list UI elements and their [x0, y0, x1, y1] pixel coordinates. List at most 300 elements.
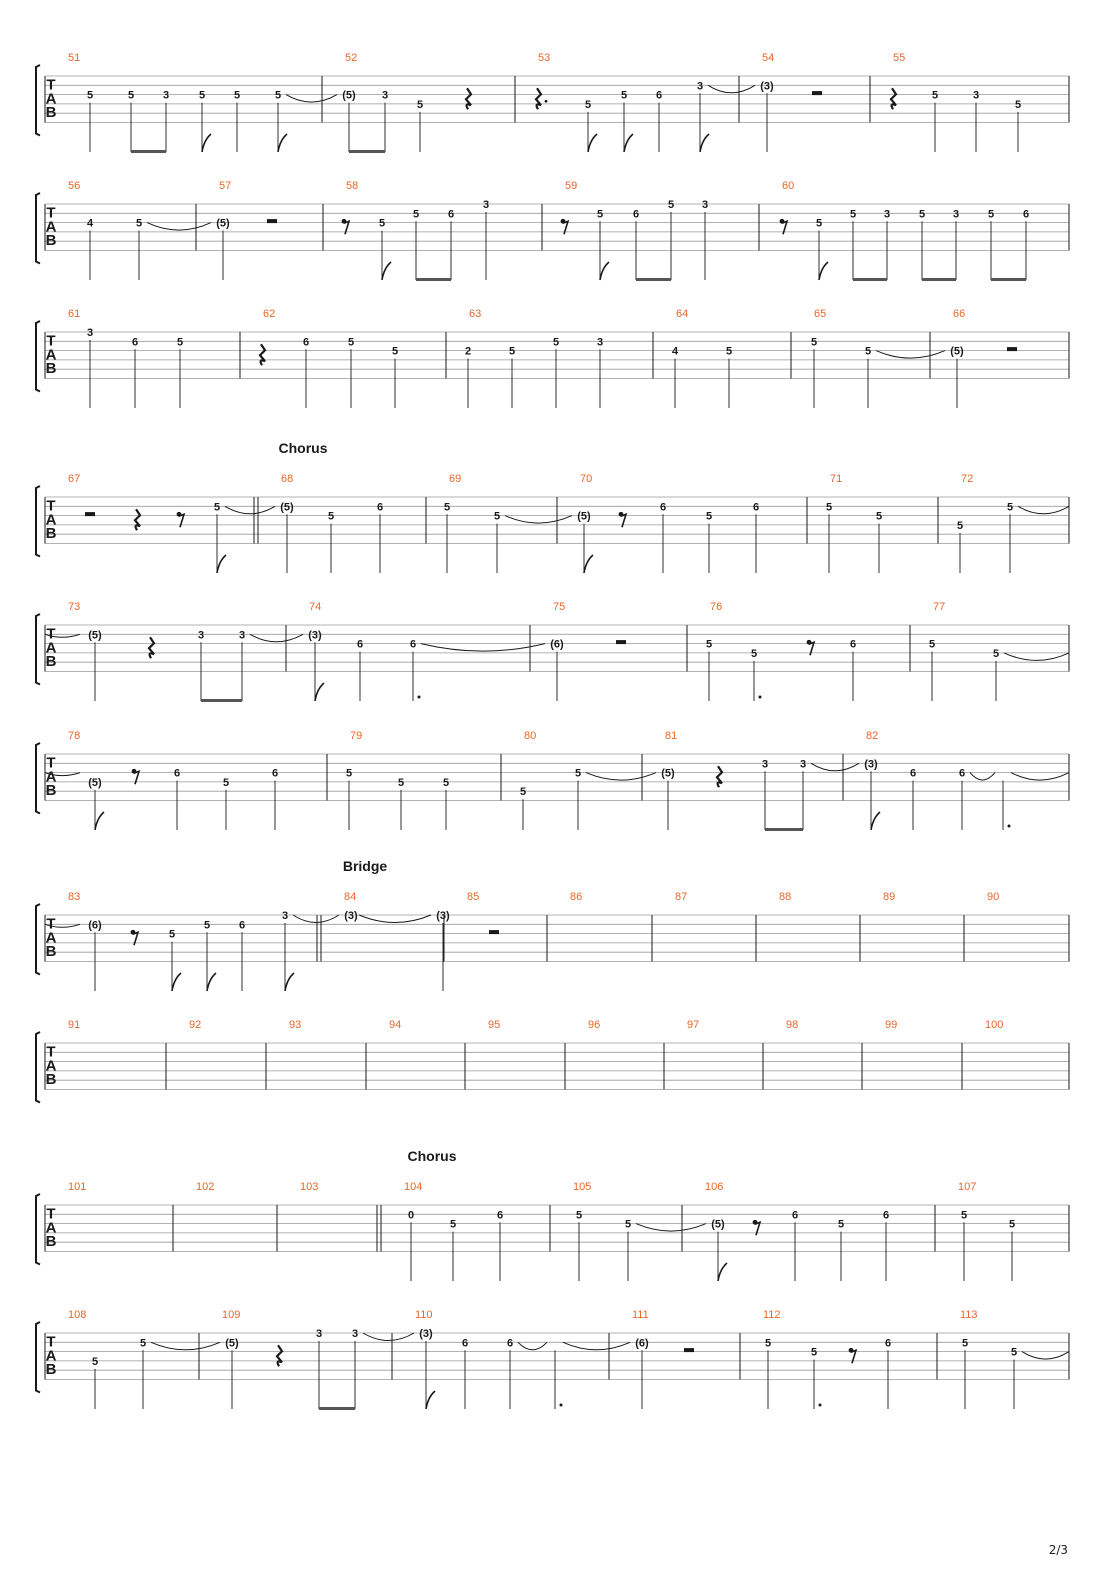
measure — [222, 1309, 414, 1410]
fret-number: (5) — [225, 1337, 239, 1350]
fret-number: 5 — [825, 501, 833, 514]
fret-number: 5 — [327, 510, 335, 523]
staff-system — [36, 1148, 1069, 1281]
fret-number: 3 — [701, 199, 709, 211]
measure-number: 73 — [68, 601, 81, 613]
measure — [985, 1019, 1003, 1031]
measure-number: 93 — [289, 1019, 302, 1031]
measure — [960, 1309, 1069, 1409]
fret-number: (3) — [344, 910, 358, 922]
half-rest — [1007, 347, 1017, 351]
fret-number: 6 — [909, 767, 917, 780]
measure — [763, 1309, 891, 1409]
eighth-flag — [217, 555, 226, 573]
measure — [520, 730, 656, 830]
tie-arc — [359, 915, 431, 923]
fret-number: 5 — [552, 336, 560, 349]
fret-number: 6 — [791, 1209, 799, 1222]
measure-number: 83 — [68, 891, 81, 903]
measure-number: 104 — [404, 1181, 423, 1193]
staff-system — [36, 1019, 1069, 1103]
measure-number: 96 — [588, 1019, 601, 1031]
fret-number: 5 — [918, 208, 926, 221]
tab-clef-letter: T — [46, 332, 56, 350]
measure — [308, 601, 545, 701]
quarter-rest — [260, 344, 265, 365]
tab-clef-letter: A — [45, 346, 57, 364]
measure — [415, 1309, 630, 1409]
measure-number: 69 — [449, 473, 462, 485]
measure-number: 94 — [389, 1019, 402, 1031]
measure-number: 87 — [675, 891, 688, 903]
fret-number: 5 — [849, 208, 857, 221]
tie-arc — [286, 95, 337, 103]
fret-number: 6 — [131, 336, 139, 349]
eighth-flag — [426, 1391, 435, 1409]
tab-clef-letter: B — [45, 943, 57, 961]
fret-number: 5 — [596, 208, 604, 221]
measure — [577, 473, 759, 573]
measure — [561, 180, 708, 281]
tab-clef-letter: A — [45, 929, 57, 947]
measure-number: 103 — [300, 1181, 319, 1193]
fret-number: (5) — [88, 776, 102, 789]
system-bracket — [36, 1322, 40, 1393]
fret-number: 6 — [752, 501, 760, 514]
measure-number: 100 — [985, 1019, 1004, 1031]
fret-number: 5 — [705, 510, 713, 523]
fret-number: 5 — [1014, 98, 1022, 111]
fret-number: 5 — [961, 1337, 969, 1350]
measure — [550, 601, 626, 701]
fret-number: 6 — [849, 638, 857, 651]
beam — [922, 278, 956, 281]
measure — [705, 1181, 889, 1281]
measure — [389, 1019, 401, 1031]
half-rest — [267, 219, 277, 223]
tie-arc — [563, 1342, 630, 1350]
fret-number: (5) — [711, 1218, 725, 1231]
fret-number: (3) — [419, 1328, 433, 1340]
fret-number: 5 — [127, 89, 135, 102]
beam — [636, 278, 671, 281]
fret-number: 3 — [972, 89, 980, 102]
staff-system — [36, 308, 1069, 408]
fret-number: 5 — [1010, 1346, 1018, 1359]
eighth-rest-stem — [563, 221, 568, 234]
half-rest — [489, 930, 499, 934]
measure — [342, 180, 489, 281]
fret-number: 5 — [91, 1355, 99, 1368]
dot — [819, 1404, 822, 1407]
eighth-flag — [172, 973, 181, 991]
dot — [759, 696, 762, 699]
beam — [853, 278, 887, 281]
measure-number: 54 — [762, 52, 775, 64]
measure-number: 85 — [467, 891, 480, 903]
fret-number: (3) — [436, 910, 450, 922]
fret-number: 3 — [761, 758, 769, 771]
fret-number: 6 — [173, 767, 181, 780]
measure — [68, 1181, 86, 1193]
tie-arc — [636, 1224, 706, 1232]
measure — [786, 1019, 798, 1031]
fret-number: 6 — [271, 767, 279, 780]
fret-number: 6 — [655, 89, 663, 102]
tab-clef-letter: B — [45, 104, 57, 122]
tab-clef-letter: A — [45, 90, 57, 108]
fret-number: (3) — [308, 629, 322, 642]
measure — [891, 52, 1021, 152]
measure-number: 77 — [933, 601, 946, 613]
measure-number: 51 — [68, 52, 81, 64]
fret-number: 2 — [464, 345, 472, 358]
fret-number: 6 — [447, 208, 455, 221]
fret-number: 6 — [882, 1209, 890, 1222]
quarter-rest — [135, 509, 140, 530]
measure-number: 108 — [68, 1309, 87, 1321]
measure-number: 66 — [953, 308, 966, 320]
fret-number: 4 — [671, 345, 679, 358]
fret-number: 6 — [409, 638, 417, 651]
measure-number: 78 — [68, 730, 81, 742]
measure-number: 113 — [960, 1309, 978, 1321]
tab-clef-letter: A — [45, 1219, 57, 1237]
fret-number: (3) — [864, 758, 878, 771]
staff-system — [36, 601, 1069, 702]
measure — [958, 1181, 1015, 1281]
measure-number: 102 — [196, 1181, 215, 1193]
fret-number: 5 — [620, 89, 628, 102]
tie-arc — [225, 506, 275, 514]
measure — [68, 473, 275, 573]
fret-number: 6 — [356, 638, 364, 651]
staff-system — [36, 858, 1069, 991]
measure-number: 75 — [553, 601, 566, 613]
section-label: Chorus — [407, 1148, 457, 1164]
tie-arc — [811, 763, 859, 771]
fret-number: 6 — [506, 1337, 514, 1350]
measure-number: 88 — [779, 891, 792, 903]
beam — [201, 699, 242, 702]
measure — [885, 1019, 897, 1031]
measure — [68, 601, 303, 702]
tie-arc — [363, 1333, 414, 1341]
eighth-flag — [624, 134, 633, 152]
fret-number: 5 — [397, 776, 405, 789]
tie-arc — [1018, 506, 1069, 514]
measure — [661, 730, 859, 831]
measure-number: 64 — [676, 308, 689, 320]
beam — [991, 278, 1026, 281]
measure — [404, 1181, 503, 1281]
fret-number: 5 — [667, 199, 675, 211]
measure — [811, 308, 945, 408]
measure-number: 97 — [687, 1019, 700, 1031]
beam — [349, 150, 385, 153]
eighth-flag — [95, 812, 104, 830]
fret-number: 5 — [931, 89, 939, 102]
measure — [588, 1019, 600, 1031]
fret-number: (5) — [342, 89, 356, 102]
fret-number: 5 — [725, 345, 733, 358]
fret-number: 6 — [461, 1337, 469, 1350]
quarter-rest — [717, 766, 722, 787]
tab-clef-letter: T — [46, 754, 56, 772]
tab-clef-letter: B — [45, 232, 57, 250]
tab-clef-letter: B — [45, 525, 57, 543]
measure-number: 56 — [68, 180, 81, 192]
fret-number: 5 — [203, 919, 211, 932]
tie-arc — [970, 773, 995, 781]
measure — [436, 891, 499, 991]
measure — [632, 1309, 694, 1409]
measure — [883, 891, 895, 903]
tie-arc — [147, 223, 211, 231]
fret-number: 6 — [659, 501, 667, 514]
fret-number: 6 — [496, 1209, 504, 1222]
tab-clef-letter: B — [45, 360, 57, 378]
tab-clef-letter: T — [46, 1205, 56, 1223]
measure — [68, 52, 337, 153]
fret-number: 5 — [233, 89, 241, 102]
fret-number: 5 — [86, 89, 94, 102]
eighth-flag — [871, 812, 880, 830]
fret-number: 5 — [875, 510, 883, 523]
tie-arc — [708, 85, 755, 93]
eighth-flag — [382, 262, 391, 280]
fret-number: 5 — [168, 928, 176, 941]
fret-number: 5 — [837, 1218, 845, 1231]
measure-number: 111 — [632, 1309, 649, 1321]
eighth-flag — [315, 683, 324, 701]
beam — [416, 278, 451, 281]
system-bracket — [36, 193, 40, 264]
measure — [675, 891, 687, 903]
half-rest — [85, 512, 95, 516]
measure-number: 80 — [524, 730, 537, 742]
measure-number: 55 — [893, 52, 906, 64]
eighth-flag — [819, 262, 828, 280]
measure — [344, 891, 431, 923]
tab-clef-letter: B — [45, 1071, 57, 1089]
fret-number: 3 — [381, 89, 389, 102]
measure — [760, 52, 822, 152]
measure-number: 98 — [786, 1019, 799, 1031]
measure-number: 91 — [68, 1019, 81, 1031]
fret-number: 5 — [764, 1337, 772, 1350]
measure-number: 62 — [263, 308, 276, 320]
measure-number: 68 — [281, 473, 294, 485]
fret-number: 6 — [958, 767, 966, 780]
dot — [418, 696, 421, 699]
measure-number: 99 — [885, 1019, 898, 1031]
measure-number: 105 — [573, 1181, 592, 1193]
fret-number: 6 — [1022, 208, 1030, 221]
fret-number: (6) — [635, 1337, 649, 1350]
dot — [560, 1404, 563, 1407]
fret-number: (3) — [760, 80, 774, 93]
tab-clef-letter: A — [45, 1057, 57, 1075]
eighth-flag — [588, 134, 597, 152]
fret-number: 5 — [519, 786, 527, 799]
measure-number: 59 — [565, 180, 578, 192]
fret-number: 5 — [928, 638, 936, 651]
measure-number: 89 — [883, 891, 896, 903]
tab-clef-letter: A — [45, 1347, 57, 1365]
tab-clef-letter: T — [46, 204, 56, 222]
measure-number: 101 — [68, 1181, 87, 1193]
fret-number: 3 — [883, 208, 891, 221]
system-bracket — [36, 65, 40, 136]
quarter-rest — [466, 88, 471, 109]
fret-number: 5 — [992, 647, 1000, 660]
section-label: Chorus — [278, 440, 328, 456]
tie-arc — [518, 1342, 547, 1350]
fret-number: 5 — [624, 1218, 632, 1231]
fret-number: 5 — [222, 776, 230, 789]
measure — [780, 180, 1029, 281]
measure — [189, 1019, 201, 1031]
eighth-flag — [700, 134, 709, 152]
fret-number: 5 — [274, 89, 282, 102]
measure — [779, 891, 791, 903]
measure-number: 84 — [344, 891, 357, 903]
measure — [536, 52, 755, 152]
fret-number: 5 — [416, 98, 424, 111]
measure — [280, 473, 383, 573]
system-bracket — [36, 614, 40, 685]
fret-number: 3 — [86, 327, 94, 339]
eighth-flag — [278, 134, 287, 152]
fret-number: 5 — [391, 345, 399, 358]
fret-number: 5 — [1006, 501, 1014, 514]
fret-number: 5 — [135, 217, 143, 230]
half-rest — [684, 1348, 694, 1352]
fret-number: 5 — [412, 208, 420, 221]
measure — [465, 308, 603, 408]
system-bracket — [36, 486, 40, 557]
fret-number: 3 — [482, 199, 490, 211]
dot — [1008, 825, 1011, 828]
fret-number: 5 — [1008, 1218, 1016, 1231]
measure-number: 110 — [415, 1309, 433, 1321]
measure — [672, 308, 732, 408]
measure — [289, 1019, 301, 1031]
tab-clef-letter: T — [46, 625, 56, 643]
fret-number: 3 — [238, 629, 246, 642]
measure-number: 71 — [830, 473, 843, 485]
fret-number: 3 — [696, 80, 704, 93]
fret-number: 5 — [575, 1209, 583, 1222]
fret-number: 5 — [442, 776, 450, 789]
fret-number: 3 — [596, 336, 604, 349]
measure-number: 63 — [469, 308, 482, 320]
measure-number: 92 — [189, 1019, 202, 1031]
eighth-flag — [285, 973, 294, 991]
fret-number: (5) — [661, 767, 675, 780]
measure-number: 76 — [710, 601, 723, 613]
tab-clef-letter: B — [45, 653, 57, 671]
eighth-flag — [207, 973, 216, 991]
fret-number: (5) — [88, 629, 102, 642]
fret-number: (5) — [216, 217, 230, 230]
measure — [950, 308, 1017, 408]
fret-number: 5 — [987, 208, 995, 221]
staff-system — [36, 180, 1069, 281]
quarter-rest — [149, 637, 154, 658]
measure — [68, 1019, 80, 1031]
measure-number: 61 — [68, 308, 81, 320]
tie-arc — [293, 915, 339, 923]
measure-number: 70 — [580, 473, 593, 485]
fret-number: 5 — [960, 1209, 968, 1222]
fret-number: 5 — [139, 1337, 147, 1350]
staff-system — [36, 440, 1069, 573]
measure-number: 109 — [222, 1309, 241, 1321]
measure-number: 90 — [987, 891, 1000, 903]
tie-arc — [250, 634, 303, 642]
fret-number: 5 — [493, 510, 501, 523]
fret-number: 5 — [864, 345, 872, 358]
measure — [570, 891, 582, 903]
measure-number: 112 — [763, 1309, 781, 1321]
measure-number: 107 — [958, 1181, 977, 1193]
eighth-flag — [584, 555, 593, 573]
measure-number: 74 — [309, 601, 322, 613]
eighth-flag — [718, 1263, 727, 1281]
tab-clef-letter: B — [45, 782, 57, 800]
measure-number: 72 — [961, 473, 974, 485]
tie-arc — [1022, 1352, 1069, 1360]
fret-number: (5) — [280, 501, 294, 514]
tab-clef-letter: B — [45, 1361, 57, 1379]
measure — [196, 1181, 214, 1193]
fret-number: 4 — [86, 217, 94, 230]
measure — [864, 730, 1069, 830]
fret-number: 5 — [347, 336, 355, 349]
system-bracket — [36, 743, 40, 814]
measure-number: 52 — [345, 52, 358, 64]
tab-clef-letter: A — [45, 511, 57, 529]
tab-clef-letter: T — [46, 76, 56, 94]
fret-number: 5 — [508, 345, 516, 358]
quarter-rest — [891, 88, 896, 109]
fret-number: (6) — [550, 638, 564, 651]
measure — [346, 730, 449, 830]
fret-number: 6 — [238, 919, 246, 932]
measure — [687, 1019, 699, 1031]
measure-number: 79 — [350, 730, 363, 742]
eighth-flag — [600, 262, 609, 280]
tab-clef-letter: T — [46, 915, 56, 933]
measure — [260, 308, 398, 408]
fret-number: 6 — [302, 336, 310, 349]
fret-number: 5 — [378, 217, 386, 230]
eighth-rest-stem — [344, 221, 349, 234]
section-label: Bridge — [342, 858, 388, 874]
measure-number: 95 — [488, 1019, 501, 1031]
fret-number: 6 — [376, 501, 384, 514]
measure — [68, 891, 339, 991]
fret-number: (5) — [577, 510, 591, 523]
measure — [929, 601, 1069, 701]
half-rest — [812, 91, 822, 95]
fret-number: 3 — [162, 89, 170, 102]
tab-clef-letter: A — [45, 218, 57, 236]
fret-number: 5 — [750, 647, 758, 660]
half-rest — [616, 640, 626, 644]
